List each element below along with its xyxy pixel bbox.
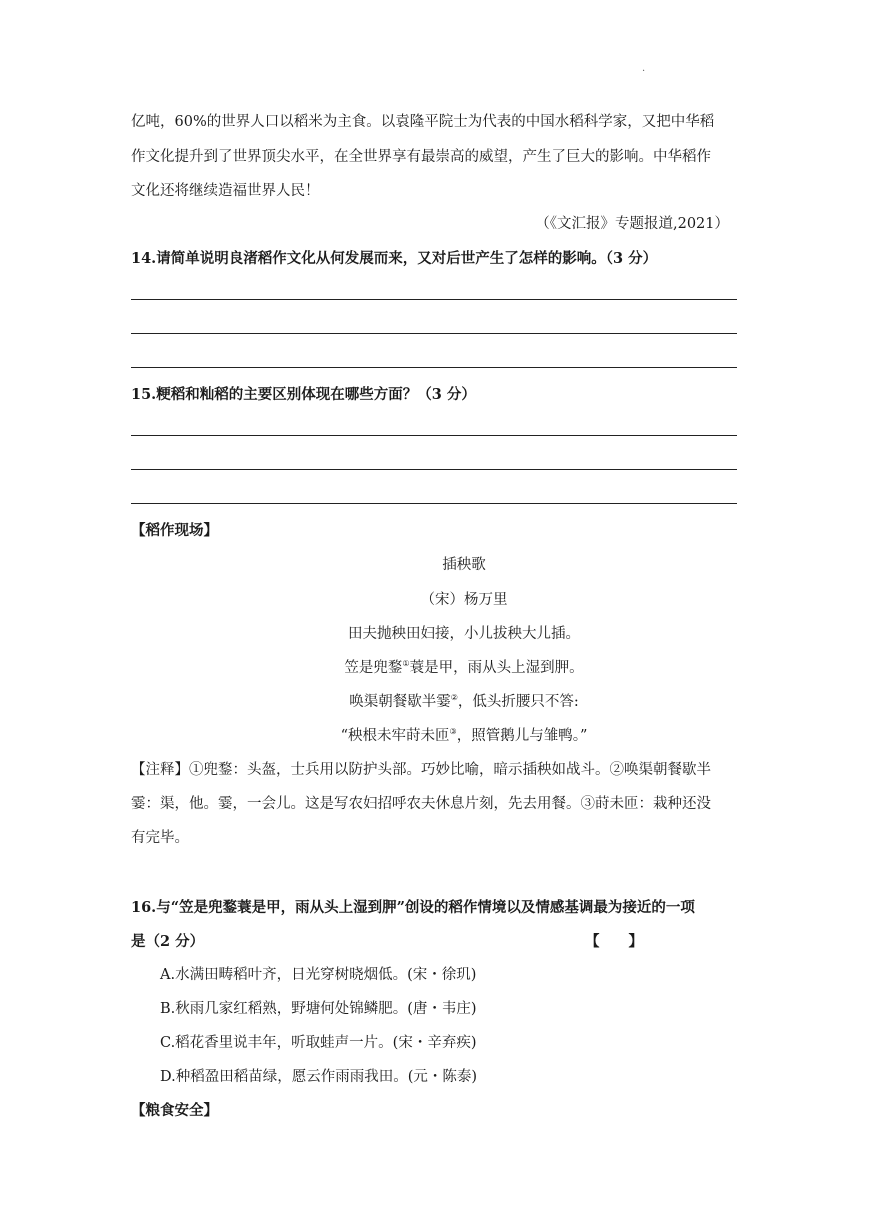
poem-line-4: “秧根未牢莳未匝③，照管鹅儿与雏鸭。” bbox=[340, 727, 588, 744]
poem-line-1: 田夫抛秧田妇接，小儿拔秧大儿插。 bbox=[348, 626, 580, 642]
answer-line-14-2[interactable] bbox=[131, 333, 737, 334]
option-b[interactable]: B.秋雨几家红稻熟，野塘何处锦鳞肥。(唐・韦庄) bbox=[160, 1001, 477, 1017]
notes-line-2: 霎：渠，他。霎，一会儿。这是写农妇招呼农夫休息片刻，先去用餐。③莳未匝：栽种还没 bbox=[131, 796, 711, 812]
notes-line-1: 【注释】①兜鍪：头盔，士兵用以防护头部。巧妙比喻，暗示插秧如战斗。②唤渠朝餐歇半 bbox=[131, 762, 711, 778]
section-heading-rice: 【稻作现场】 bbox=[131, 522, 218, 539]
question-14: 14.请简单说明良渚稻作文化从何发展而来，又对后世产生了怎样的影响。（3 分） bbox=[131, 250, 658, 267]
notes-line-3: 有完毕。 bbox=[131, 830, 189, 846]
answer-line-14-1[interactable] bbox=[131, 299, 737, 300]
answer-bracket[interactable]: 【 】 bbox=[585, 933, 643, 950]
footnote-marker-2: ② bbox=[450, 693, 458, 703]
poem-author: （宋）杨万里 bbox=[420, 592, 508, 608]
page-mark: · bbox=[642, 66, 646, 77]
article-line-3: 文化还将继续造福世界人民！ bbox=[131, 183, 320, 199]
article-line-1: 亿吨，60%的世界人口以稻米为主食。以袁隆平院士为代表的中国水稻科学家，又把中华稻 bbox=[131, 114, 715, 130]
poem-title: 插秧歌 bbox=[442, 557, 486, 573]
option-c[interactable]: C.稻花香里说丰年，听取蛙声一片。(宋・辛弃疾) bbox=[160, 1035, 477, 1051]
option-a[interactable]: A.水满田畴稻叶齐，日光穿树晓烟低。(宋・徐玑) bbox=[160, 967, 477, 983]
answer-line-15-2[interactable] bbox=[131, 469, 737, 470]
option-d[interactable]: D.种稻盈田稻苗绿，愿云作雨雨我田。(元・陈泰) bbox=[160, 1069, 478, 1085]
answer-line-14-3[interactable] bbox=[131, 367, 737, 368]
answer-line-15-3[interactable] bbox=[131, 503, 737, 504]
footnote-marker-1: ① bbox=[402, 659, 410, 669]
section-heading-food: 【粮食安全】 bbox=[131, 1102, 218, 1119]
article-line-2: 作文化提升到了世界顶尖水平，在全世界享有最崇高的威望，产生了巨大的影响。中华稻作 bbox=[131, 149, 711, 165]
question-16-line-2: 是（2 分） bbox=[131, 933, 205, 950]
question-16-line-1: 16.与“笠是兜鍪蓑是甲，雨从头上湿到胛”创设的稻作情境以及情感基调最为接近的一项 bbox=[131, 899, 695, 916]
article-source: （《文汇报》专题报道,2021） bbox=[535, 216, 729, 232]
poem-line-3: 唤渠朝餐歇半霎②，低头折腰只不答: bbox=[349, 693, 579, 710]
poem-line-2: 笠是兜鍪①蓑是甲，雨从头上湿到胛。 bbox=[344, 659, 584, 676]
answer-line-15-1[interactable] bbox=[131, 435, 737, 436]
footnote-marker-3: ③ bbox=[449, 727, 457, 737]
question-15: 15.粳稻和籼稻的主要区别体现在哪些方面？（3 分） bbox=[131, 386, 476, 403]
